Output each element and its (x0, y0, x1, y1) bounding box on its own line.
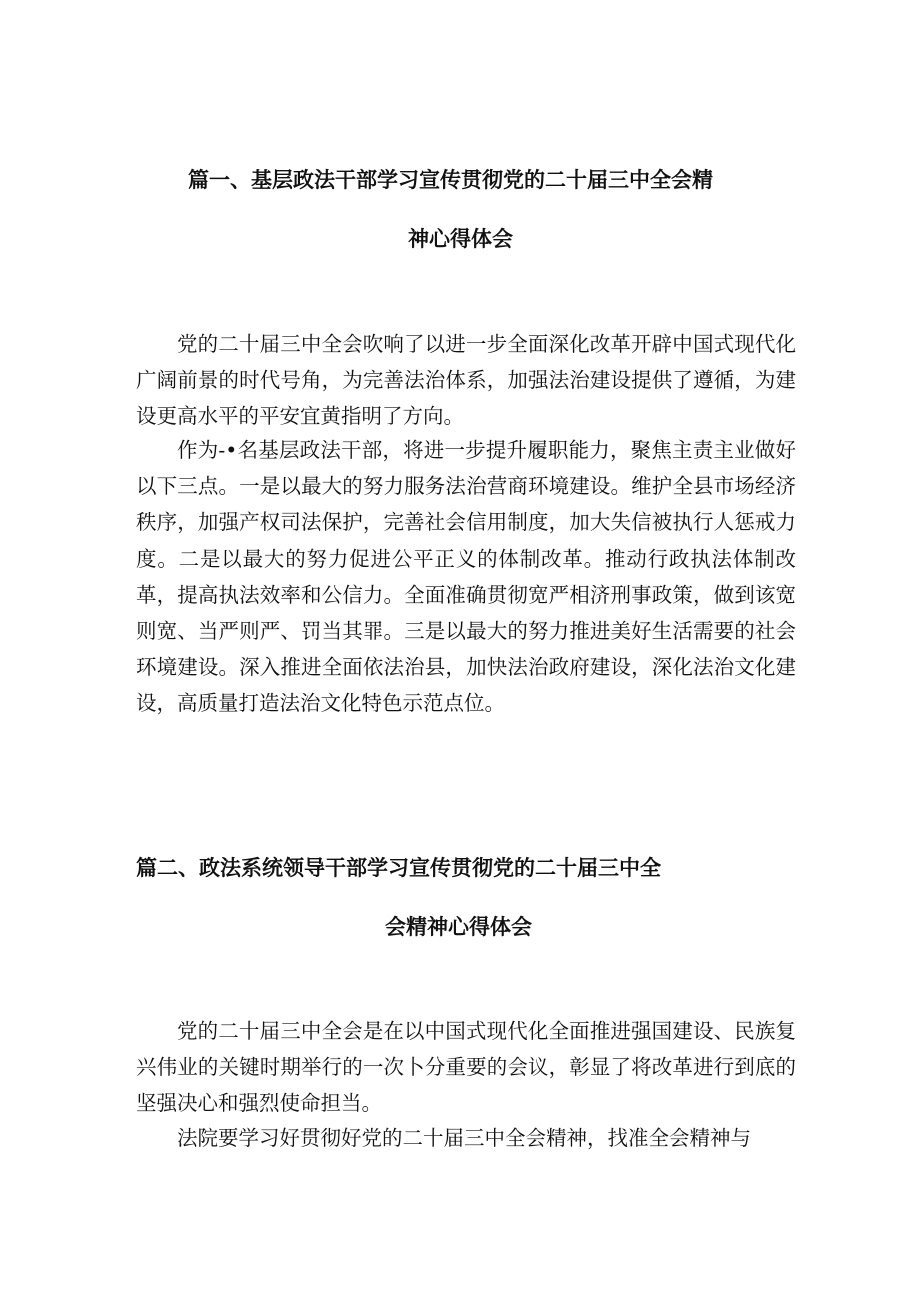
article2-title-line1: 篇二、政法系统领导干部学习宣传贯彻党的二十届三中全 (136, 856, 661, 880)
article1-title-line1: 篇一、基层政法干部学习宣传贯彻党的二十届三中全会精 (188, 168, 713, 192)
article1-title-line2: 神心得体会 (408, 227, 513, 251)
article1-paragraph-2: 作为-•名基层政法干部，将进一步提升履职能力，聚焦主责主业做好以下三点。一是以最大的努力服务法治营商环境建设。维护全县市场经济秩序，加强产权司法保护，完善社会信用制度，加大失信被执行人惩戒力度。二是以最大的努力促进公平正义的体制改革。推动行政执法体制改革，提高执法效率和公信力。全面准确贯彻宽严相济刑事政策，做到该宽则宽、当严则严、罚当其罪。三是以最大的努力推进美好生活需要的社会环境建设。深入推进全面依法治县，加快法治政府建设，深化法治文化建设，高质量打造法治文化特色示范点位。 (136, 438, 796, 716)
article1-paragraph-1: 党的二十届三中全会吹响了以进一步全面深化改革开辟中国式现代化广阔前景的时代号角，为完善法治体系，加强法治建设提供了遵循，为建设更高水平的平安宜黄指明了方向。 (136, 332, 796, 429)
article2-paragraph-1: 党的二十届三中全会是在以中国式现代化全面推进强国建设、民族复兴伟业的关键时期举行的一次卜分重要的会议，彰显了将改革进行到底的坚强决心和强烈使命担当。 (136, 1019, 796, 1116)
article2-title-line2: 会精神心得体会 (385, 915, 532, 939)
article2-paragraph-2: 法院要学习好贯彻好党的二十届三中全会精神，找准全会精神与 (177, 1126, 751, 1150)
